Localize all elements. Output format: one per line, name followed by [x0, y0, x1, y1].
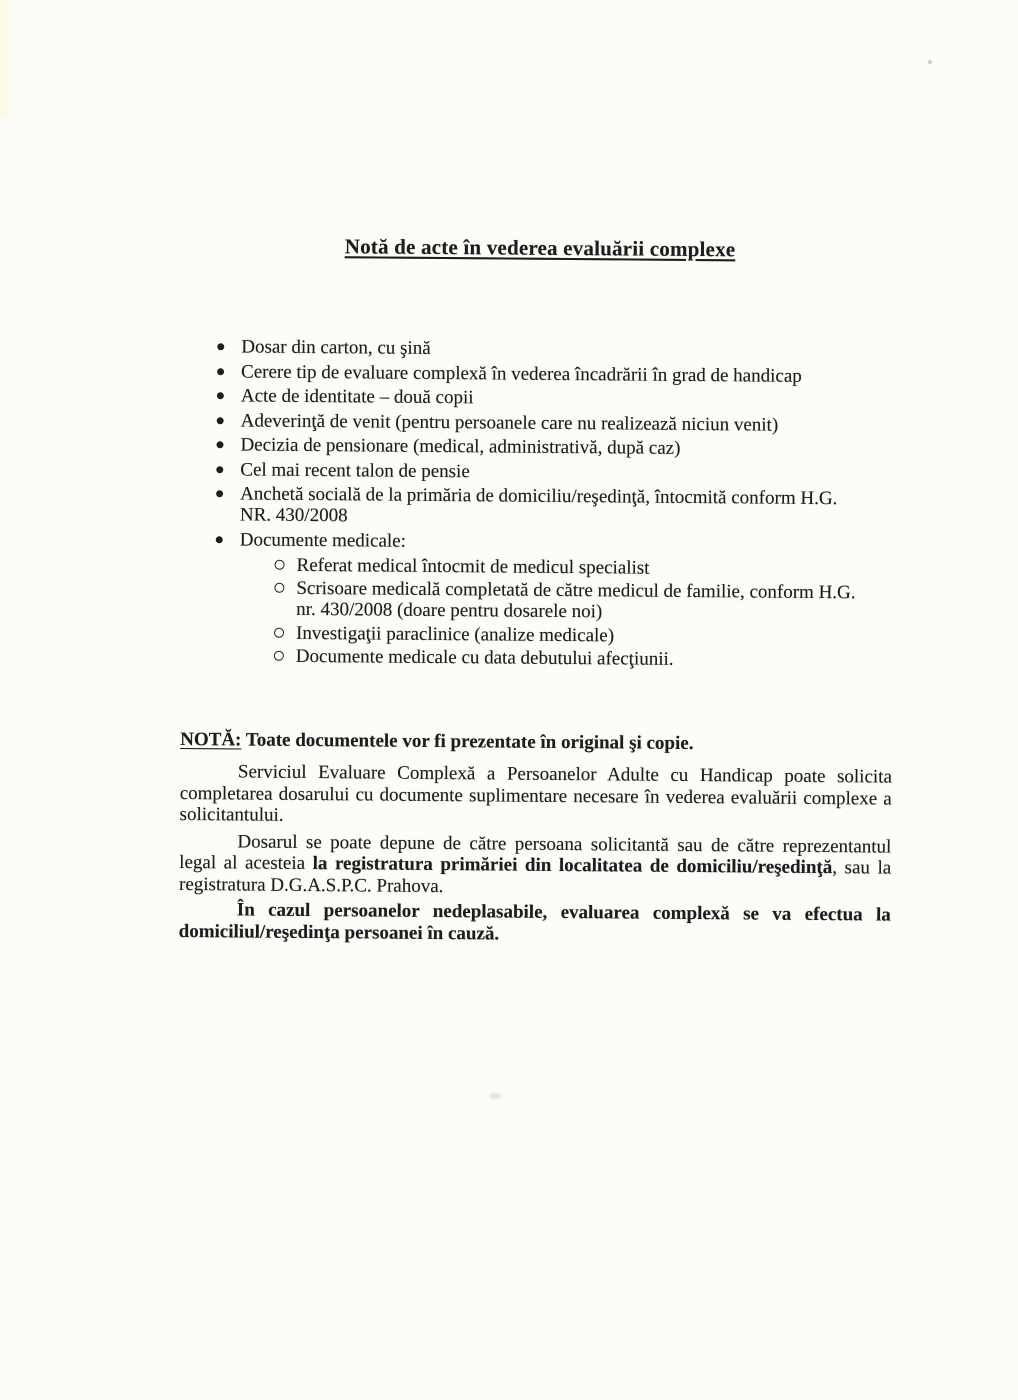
list-item — [182, 434, 894, 461]
note-text: Toate documentele vor fi prezentate în original şi copie. — [241, 729, 694, 755]
sublist-item-line1: Scrisoare medicală completată de către medicul de familie, conform H.G. — [296, 577, 856, 604]
body-paragraphs — [179, 761, 892, 948]
paragraph-home-evaluation: În cazul persoanelor nedeplasabile, evaluarea complexă se va efectua la domiciliul/reşedinţa persoanei în cauză. — [178, 899, 891, 944]
circle-bullet-icon — [274, 578, 296, 599]
note-label: NOTĂ: — [180, 728, 242, 751]
list-item-text: Decizia de pensionare (medical, administrativă, după caz) — [240, 434, 681, 459]
sublist-item-text: Documente medicale cu data debutului afecţiunii. — [295, 645, 674, 670]
list-item — [183, 360, 895, 387]
list-item — [181, 528, 894, 671]
circle-bullet-icon — [274, 622, 296, 643]
paragraph-filing-post: , sau la registratura D.G.A.S.P.C. Prahova. — [178, 857, 892, 897]
sublist-item-text — [296, 578, 893, 625]
bullet-dot-icon — [183, 360, 241, 381]
scan-smudge — [489, 1093, 501, 1099]
list-item-row — [182, 483, 894, 531]
sublist-item-text: Investigaţii paraclinice (analize medicale) — [295, 622, 615, 646]
list-item-text: Adeverinţă de venit (pentru persoanele care nu realizează niciun venit) — [240, 409, 779, 436]
required-documents-list — [181, 336, 896, 672]
scan-speck — [928, 60, 932, 64]
list-item — [183, 336, 895, 363]
bullet-dot-icon — [183, 336, 241, 357]
list-item — [183, 385, 895, 412]
bullet-dot-icon — [182, 483, 240, 504]
list-item-line2: NR. 430/2008 — [239, 504, 348, 527]
list-item-row — [183, 409, 895, 436]
list-item-row — [183, 360, 895, 387]
document-title: Notă de acte în vederea evaluării complexe — [344, 234, 736, 262]
medical-documents-sublist — [181, 553, 894, 671]
list-item-row — [182, 528, 894, 555]
paragraph-filing-pre: Dosarul se poate depune de către persoana solicitantă sau de către reprezentantul legal al acesteia — [179, 830, 892, 875]
list-item-row — [182, 458, 894, 485]
sublist-item — [181, 621, 893, 648]
list-item-text: Cel mai recent talon de pensie — [240, 458, 470, 482]
bullet-dot-icon — [183, 385, 241, 406]
sublist-item-line2: nr. 430/2008 (doare pentru dosarele noi) — [296, 598, 603, 623]
list-item-row — [182, 434, 894, 461]
sublist-item-text: Referat medical întocmit de medicul specialist — [296, 554, 650, 579]
circle-bullet-icon — [274, 646, 296, 667]
bullet-dot-icon — [182, 458, 240, 479]
sublist-item — [181, 553, 893, 580]
paragraph-service-info: Serviciul Evaluare Complexă a Persoanelor Adulte cu Handicap poate solicita completarea dosarului cu documente suplimentare necesare în vederea evaluării complexe a solicitantului. — [179, 761, 893, 826]
bullet-dot-icon — [183, 409, 241, 430]
list-item-text: Documente medicale: — [239, 528, 407, 552]
list-item-text — [240, 483, 894, 530]
sublist-item — [181, 645, 893, 672]
bullet-dot-icon — [182, 528, 240, 549]
list-item-text: Acte de identitate – două copii — [240, 385, 474, 409]
scan-edge-tint — [0, 0, 16, 118]
bullet-dot-icon — [182, 434, 240, 455]
circle-bullet-icon — [274, 554, 296, 575]
list-item-line1: Anchetă socială de la primăria de domiciliu/reşedinţă, întocmită conform H.G. — [240, 483, 838, 510]
list-item-row — [183, 385, 895, 412]
sublist-item — [181, 577, 893, 625]
paragraph-filing-info — [179, 830, 891, 900]
list-item — [182, 458, 894, 485]
document-content — [179, 0, 898, 948]
note-heading — [180, 728, 892, 758]
list-item-text: Cerere tip de evaluare complexă în vederea încadrării în grad de handicap — [241, 360, 802, 387]
list-item — [183, 409, 895, 436]
list-item — [182, 483, 894, 531]
list-item-text: Dosar din carton, cu şină — [241, 336, 431, 359]
paragraph-filing-bold: la registratura primăriei din localitatea de domiciliu/reşedinţă — [312, 853, 833, 879]
list-item-row — [183, 336, 895, 363]
